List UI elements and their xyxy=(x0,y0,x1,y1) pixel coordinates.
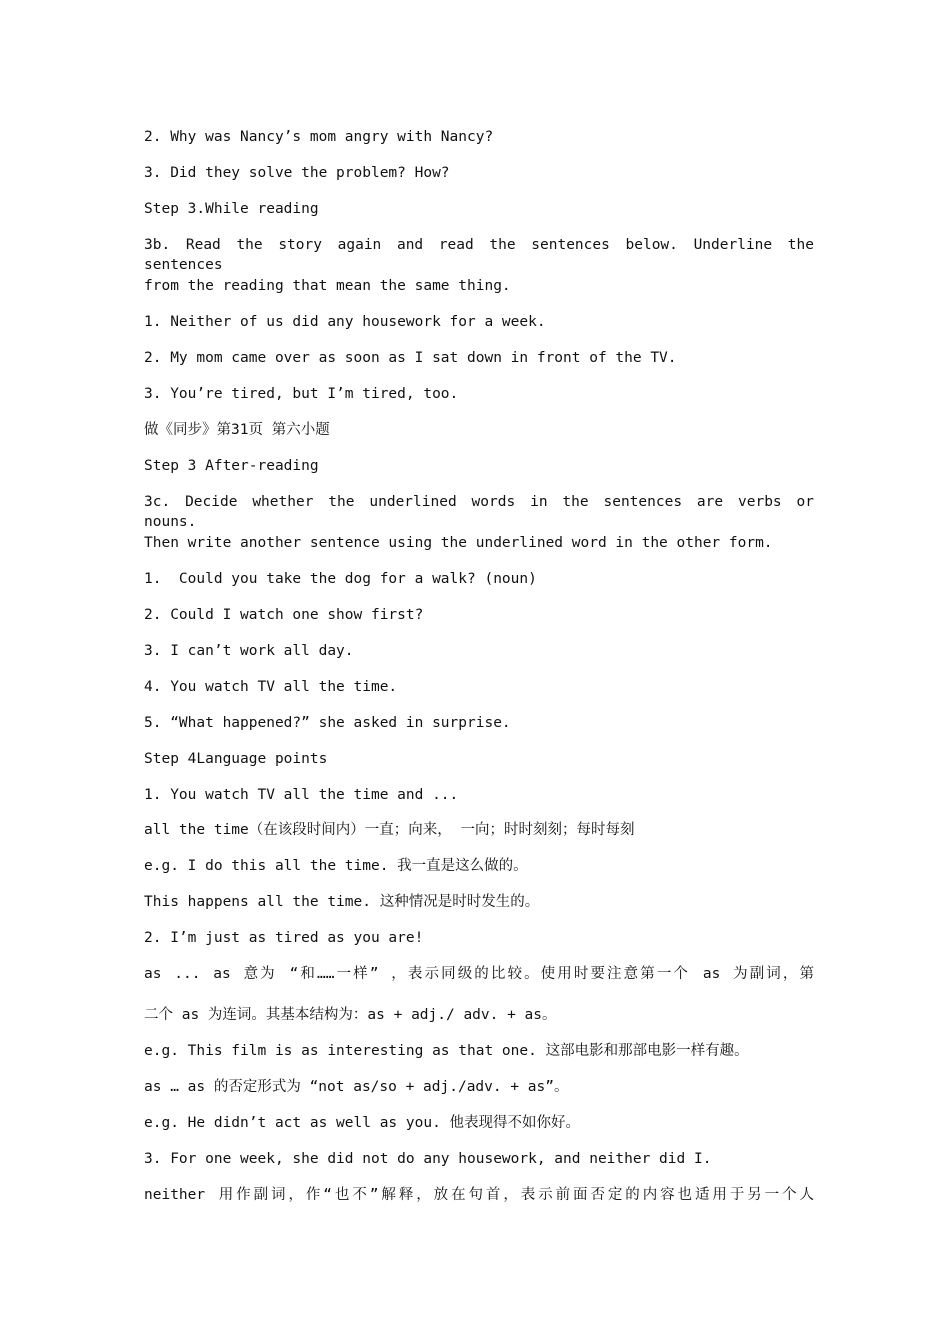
instruction-3c-line-2: Then write another sentence using the underlined word in the other form. xyxy=(144,535,773,551)
sentence-3b-3: 3. You’re tired, but I’m tired, too. xyxy=(144,386,459,402)
language-point-1: 1. You watch TV all the time and ... xyxy=(144,787,459,803)
sentence-3c-2: 2. Could I watch one show first? xyxy=(144,607,424,623)
section-heading-while-reading: Step 3.While reading xyxy=(144,201,319,217)
language-point-2-example-1: e.g. This film is as interesting as that one. 这部电影和那部电影一样有趣。 xyxy=(144,1043,749,1059)
sentence-3c-5: 5. “What happened?” she asked in surprise. xyxy=(144,715,511,731)
language-point-2-explanation-line-2: 二个 as 为连词。其基本结构为：as + adj./ adv. + as。 xyxy=(144,1007,557,1023)
instruction-3b-line-1: 3b. Read the story again and read the sentences below. Underline the sentences xyxy=(144,237,814,273)
sentence-3c-3: 3. I can’t work all day. xyxy=(144,643,354,659)
instruction-3b-line-2: from the reading that mean the same thing. xyxy=(144,278,511,294)
language-point-3-explanation: neither 用作副词，作“也不”解释，放在句首，表示前面否定的内容也适用于另一个人 xyxy=(144,1187,814,1203)
language-point-1-explanation: all the time（在该段时间内）一直；向来， 一向；时时刻刻；每时每刻 xyxy=(144,822,635,838)
question-3: 3. Did they solve the problem? How? xyxy=(144,165,450,181)
language-point-2-negative-form: as … as 的否定形式为 “not as/so + adj./adv. + as”。 xyxy=(144,1079,569,1095)
sentence-3b-1: 1. Neither of us did any housework for a week. xyxy=(144,314,546,330)
language-point-3: 3. For one week, she did not do any housework, and neither did I. xyxy=(144,1151,712,1167)
language-point-2-explanation-line-1: as ... as 意为 “和……一样” ，表示同级的比较。使用时要注意第一个 as 为副词，第 xyxy=(144,966,814,982)
language-point-2-example-2: e.g. He didn’t act as well as you. 他表现得不如你好。 xyxy=(144,1115,581,1131)
sentence-3c-1: 1. Could you take the dog for a walk? (noun) xyxy=(144,571,537,587)
language-point-1-example-2: This happens all the time. 这种情况是时时发生的。 xyxy=(144,894,540,910)
section-heading-after-reading: Step 3 After-reading xyxy=(144,458,319,474)
homework-note: 做《同步》第31页 第六小题 xyxy=(144,422,330,438)
instruction-3c-line-1: 3c. Decide whether the underlined words in the sentences are verbs or nouns. xyxy=(144,494,814,530)
question-2: 2. Why was Nancy’s mom angry with Nancy? xyxy=(144,129,494,145)
sentence-3b-2: 2. My mom came over as soon as I sat down in front of the TV. xyxy=(144,350,677,366)
language-point-2: 2. I’m just as tired as you are! xyxy=(144,930,424,946)
language-point-1-example-1: e.g. I do this all the time. 我一直是这么做的。 xyxy=(144,858,528,874)
section-heading-language-points: Step 4Language points xyxy=(144,751,328,767)
sentence-3c-4: 4. You watch TV all the time. xyxy=(144,679,398,695)
